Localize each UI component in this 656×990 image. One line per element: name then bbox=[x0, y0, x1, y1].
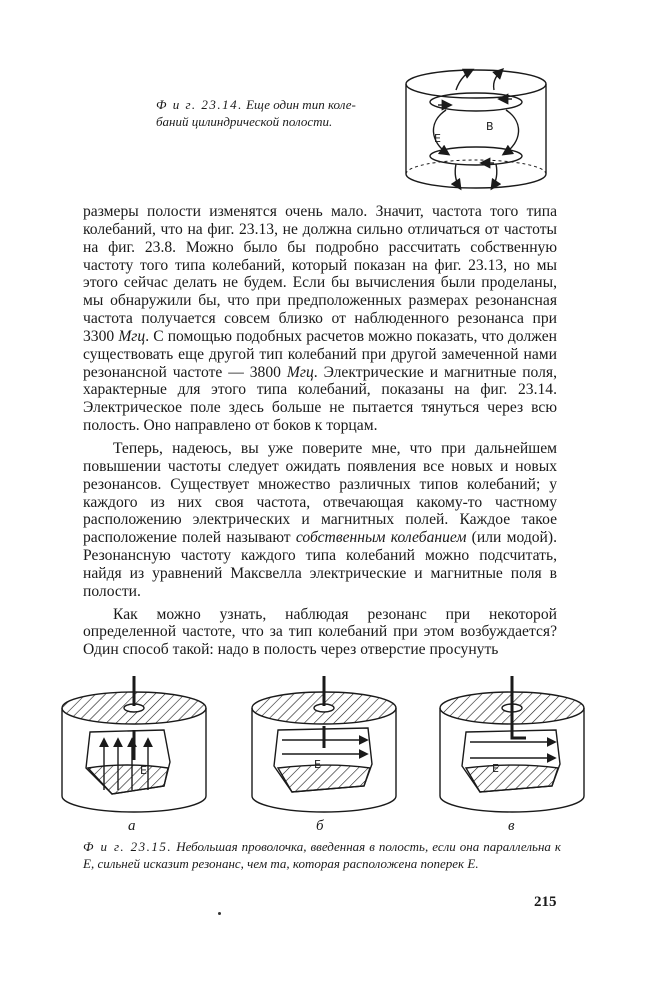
paragraph-1-part3: . Электрические и магнитные поля, характерные для этого типа колебаний, показаны на фиг. 23.14. Электрическое поле здесь больше не пытается тянуться через всю полость. Оно направлено от боков к торцам. bbox=[83, 363, 557, 435]
cylinder-b bbox=[252, 676, 396, 812]
figure-23-15-label: Ф и г. 23.15. bbox=[83, 839, 173, 854]
figure-23-15-drawings bbox=[52, 668, 592, 818]
unit-mhz-1: Мгц bbox=[118, 327, 146, 345]
paragraph-2-part1: Теперь, надеюсь, вы уже поверите мне, что при дальнейшем повышении частоты следует ожидать появления все новых и новых резонансов. Существует множество различных типов колебаний; у каждого из них своя частота, отвечающая какому-то частному расположению электрических и магнитных полей. Каждое такое расположение полей называют bbox=[83, 439, 557, 547]
paragraph-1-part2: . С помощью подобных расчетов можно показать, что должен существовать еще другой тип колебаний при другой замеченной нами резонансной частоте — 3800 bbox=[83, 327, 557, 381]
figure-23-14-cylinder bbox=[398, 62, 558, 202]
subfigure-label-a: а bbox=[128, 818, 136, 834]
term-eigenmode: собственным колебанием bbox=[295, 529, 467, 547]
paragraph-3-text: Как можно узнать, наблюдая резонанс при некоторой определенной частоте, что за тип колебаний при этом возбуждается? Один способ такой: надо в полость через отверстие просунуть bbox=[83, 605, 557, 659]
cylinder-a bbox=[62, 676, 206, 812]
paragraph-2 bbox=[83, 440, 557, 601]
cylinder-c-label-e: E bbox=[492, 762, 499, 775]
subfigure-label-c: в bbox=[508, 818, 515, 834]
print-speck bbox=[218, 912, 221, 915]
figure-23-14-label: Ф и г. 23.14. bbox=[156, 97, 243, 112]
paragraph-1 bbox=[83, 203, 557, 435]
cylinder-b-label-e: E bbox=[314, 758, 321, 771]
paragraph-2-part2: (или модой). Резонансную частоту каждого типа колебаний можно подсчитать, найдя из уравнений Максвелла электрические и магнитные поля в полости. bbox=[83, 529, 557, 600]
cylinder-a-label-e: E bbox=[140, 764, 147, 777]
cylinder-c bbox=[440, 676, 584, 812]
figure-23-15-caption bbox=[83, 838, 561, 872]
figure-23-14-caption-line2: баний цилиндрической полости. bbox=[156, 114, 333, 129]
paragraph-1-part1: размеры полости изменятся очень мало. Значит, частота того типа колебаний, что на фиг. 23.13, не должна сильно отличаться от частоты на фиг. 23.8. Можно было бы подробно рассчитать собственную частоту того типа колебаний, который показан на фиг. 23.13, но мы этого сейчас делать не будем. Если бы вычисления были проделаны, мы обнаружили бы, что при предположенных размерах резонансная частота получается совсем близко от наблюденного резонанса при 3300 bbox=[83, 203, 557, 345]
figure-23-14-caption bbox=[156, 96, 392, 130]
page-number: 215 bbox=[534, 894, 557, 910]
unit-mhz-2: Мгц bbox=[286, 363, 314, 381]
figure-23-15-caption-text: Небольшая проволочка, введенная в полость, если она параллельна к E, сильней исказит резонанс, чем та, которая расположена поперек E. bbox=[83, 839, 561, 871]
subfigure-label-b: б bbox=[316, 818, 324, 834]
body-text bbox=[83, 203, 557, 664]
figure-23-14-caption-line1: Еще один тип коле- bbox=[246, 97, 356, 112]
figure-23-14-label-e: E bbox=[434, 132, 441, 145]
figure-23-14-label-b: B bbox=[486, 120, 494, 133]
paragraph-3 bbox=[83, 606, 557, 660]
